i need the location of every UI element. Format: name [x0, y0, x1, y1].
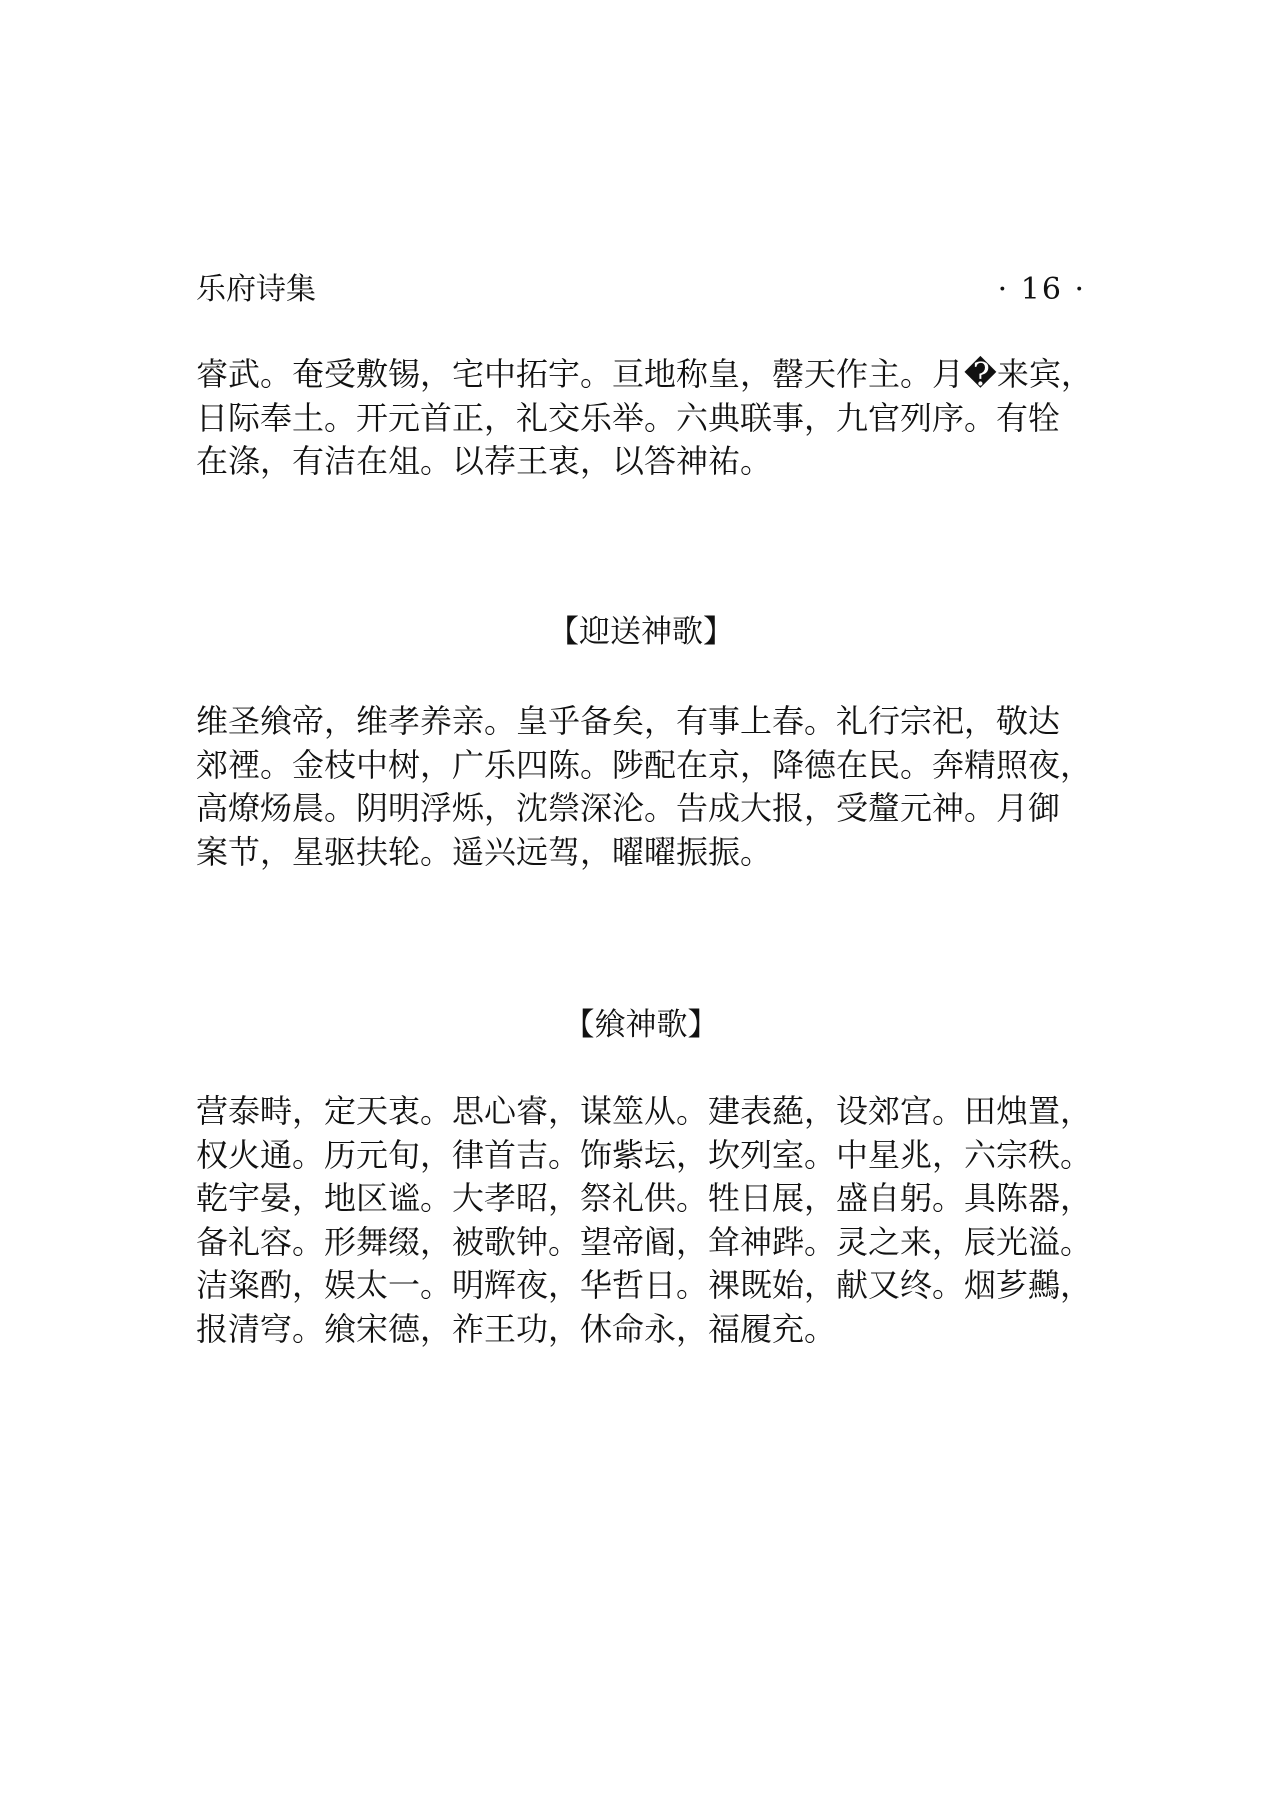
text-line: 日际奉土。开元首正，礼交乐举。六典联事，九官列序。有牷: [196, 398, 1061, 437]
book-title: 乐府诗集: [196, 272, 316, 307]
page-number: · 16 ·: [997, 272, 1086, 307]
text-line: 权火通。历元旬，律首吉。饰紫坛，坎列室。中星兆，六宗秩。: [196, 1135, 1093, 1174]
text-line: 睿武。奄受敷锡，宅中拓宇。亘地称皇，罄天作主。月�来宾，: [196, 355, 1093, 393]
text-line: 郊禋。金枝中树，广乐四陈。陟配在京，降德在民。奔精照夜，: [196, 745, 1093, 784]
section-heading-yingsong-shen-ge: 【迎送神歌】: [548, 614, 734, 650]
text-line: 洁粢酌，娱太一。明辉夜，华哲日。祼既始，献又终。烟芗䴏，: [196, 1266, 1093, 1304]
text-line: 营泰畤，定天衷。思心睿，谋筮从。建表蕝，设郊宫。田烛置，: [196, 1092, 1093, 1130]
text-line: 报清穹。飨宋德，祚王功，休命永，福履充。: [196, 1309, 837, 1348]
text-line: 备礼容。形舞缀，被歌钟。望帝阍，耸神跸。灵之来，辰光溢。: [196, 1222, 1093, 1261]
poem-paragraph: [196, 700, 1116, 874]
text-line: 高燎炀晨。阴明浮烁，沈禜深沦。告成大报，受釐元神。月御: [196, 789, 1061, 827]
text-line: 乾宇晏，地区谧。大孝昭，祭礼供。牲日展，盛自躬。具陈器，: [196, 1179, 1093, 1217]
text-line: 在涤，有洁在俎。以荐王衷，以答神祐。: [196, 442, 773, 480]
continuation-paragraph: [196, 353, 1116, 484]
text-line: 案节，星驱扶轮。遥兴远驾，曜曜振振。: [196, 832, 773, 871]
section-heading-xiang-shen-ge: 【飨神歌】: [563, 1007, 719, 1043]
text-line: 维圣飨帝，维孝养亲。皇乎备矣，有事上春。礼行宗祀，敬达: [196, 702, 1061, 740]
running-head: [196, 268, 1086, 312]
poem-paragraph: [196, 1090, 1116, 1351]
